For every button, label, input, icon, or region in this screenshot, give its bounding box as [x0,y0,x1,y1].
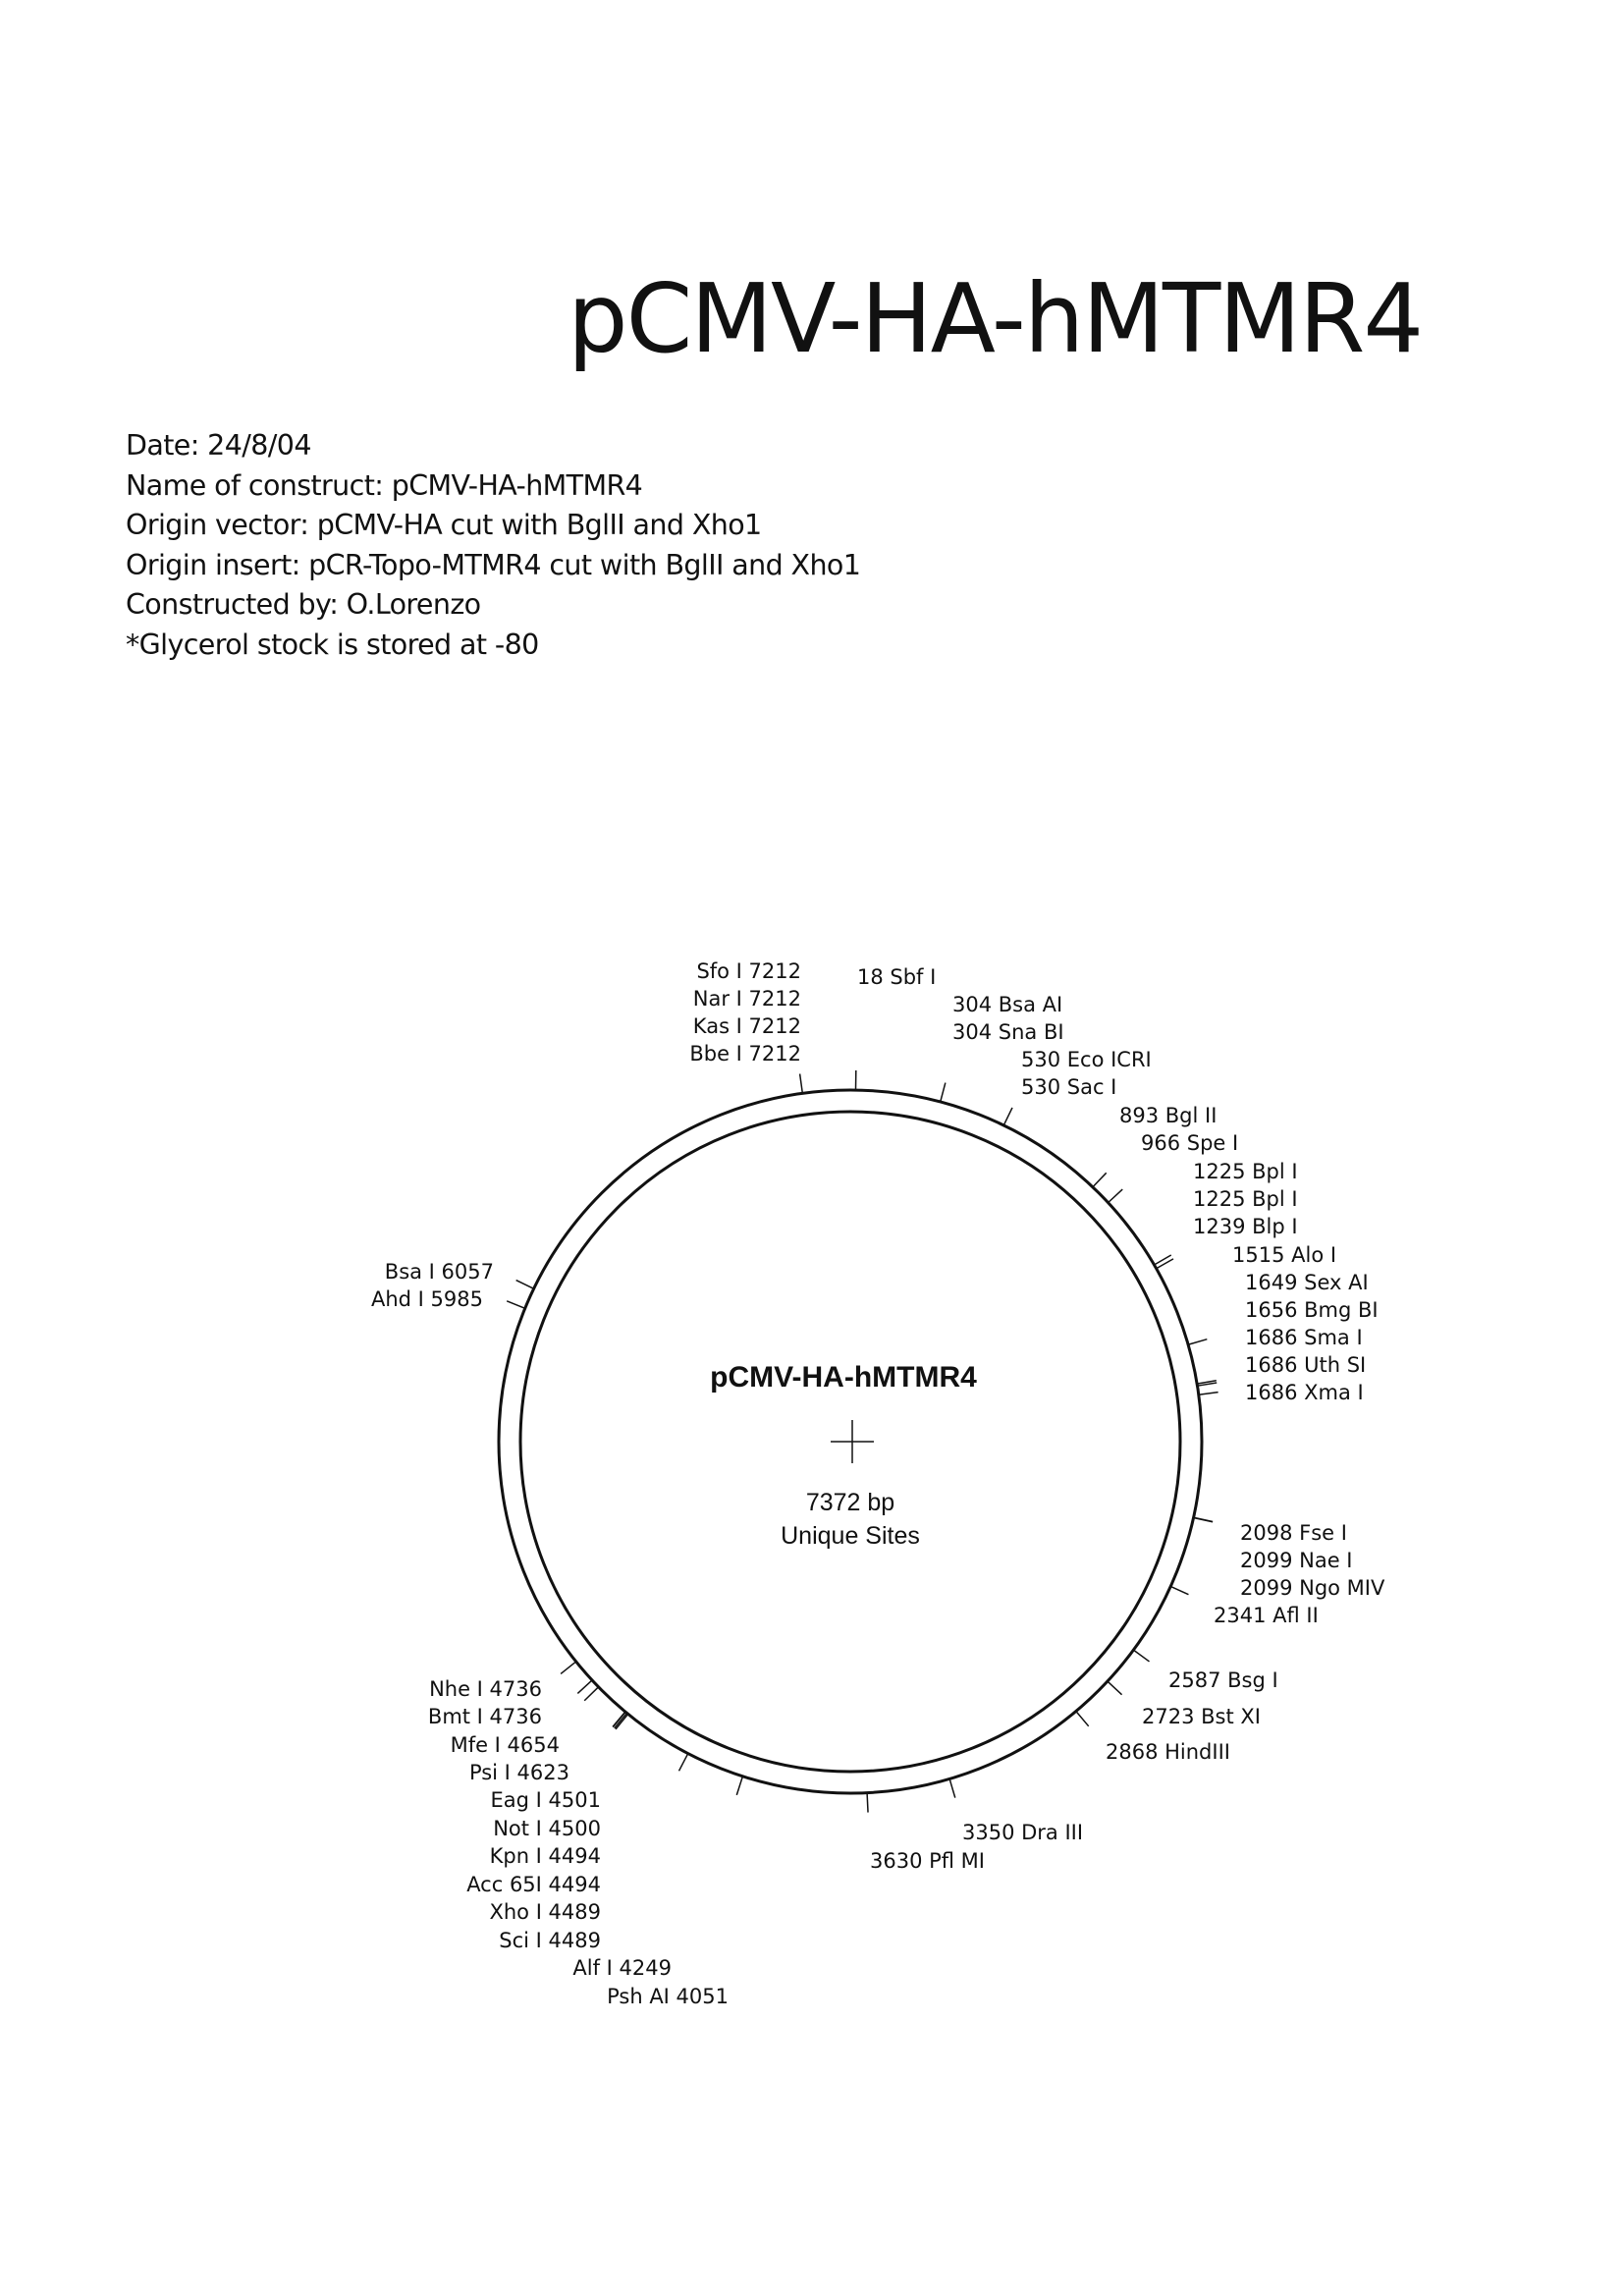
site-label: 2868 HindIII [1106,1740,1230,1764]
site-tick [678,1754,687,1772]
site-tick [1194,1517,1214,1521]
site-label: 1686 Sma I [1245,1326,1363,1349]
site-tick [1188,1339,1207,1345]
site-label: Ahd I 5985 [371,1287,483,1311]
site-label: 2341 Afl II [1214,1604,1319,1627]
site-label: 2099 Ngo MIV [1240,1576,1385,1600]
site-label: 2587 Bsg I [1168,1668,1278,1692]
site-label: Sci I 4489 [499,1929,601,1952]
site-label: Kas I 7212 [692,1014,801,1038]
site-label: Psh AI 4051 [607,1985,729,2008]
site-label: Psi I 4623 [468,1761,569,1784]
origin-insert-line: Origin insert: pCR-Topo-MTMR4 cut with BglII and Xho1 [126,548,861,581]
site-tick [561,1662,576,1674]
site-label: Acc 65I 4494 [466,1873,601,1896]
site-tick [615,1713,627,1727]
site-tick [1109,1189,1123,1203]
site-label: 2098 Fse I [1240,1521,1347,1545]
site-tick [516,1281,534,1289]
site-tick [1076,1711,1089,1725]
site-label: 18 Sbf I [857,965,937,989]
site-tick [577,1680,592,1694]
site-label: 1686 Uth SI [1245,1353,1367,1377]
site-label: 1515 Alo I [1232,1243,1337,1267]
map-center [710,1361,977,1550]
site-label: 530 Sac I [1021,1075,1117,1099]
site-tick [1157,1259,1173,1269]
site-tick [1003,1108,1012,1125]
site-label: 1649 Sex AI [1245,1271,1369,1294]
site-label: Bbe I 7212 [689,1042,801,1066]
site-tick [1199,1393,1218,1395]
site-tick [736,1777,742,1795]
map-sites-caption: Unique Sites [781,1522,920,1550]
site-label: Eag I 4501 [490,1788,601,1812]
construct-name-line: Name of construct: pCMV-HA-hMTMR4 [126,468,643,502]
site-label: 1239 Blp I [1193,1215,1298,1238]
site-tick [1133,1650,1149,1662]
site-label: 3630 Pfl MI [870,1849,985,1873]
glycerol-stock-line: *Glycerol stock is stored at -80 [126,628,539,661]
site-label: 2099 Nae I [1240,1549,1353,1572]
date-line: Date: 24/8/04 [126,429,311,462]
site-label: 966 Spe I [1141,1131,1239,1155]
site-tick [507,1301,525,1309]
site-label: 3350 Dra III [962,1821,1084,1844]
constructed-by-line: Constructed by: O.Lorenzo [126,588,481,621]
site-tick [800,1074,803,1094]
map-name: pCMV-HA-hMTMR4 [710,1361,977,1394]
map-size: 7372 bp [805,1489,895,1516]
site-label: Kpn I 4494 [489,1844,601,1868]
site-label: 1656 Bmg BI [1245,1298,1379,1322]
site-tick [1108,1681,1122,1695]
site-label: 1225 Bpl I [1193,1187,1298,1211]
site-label: 530 Eco ICRI [1021,1048,1152,1071]
site-tick [584,1687,598,1701]
site-tick [949,1778,955,1797]
site-tick [1154,1255,1170,1265]
site-label: 304 Bsa AI [952,993,1063,1016]
origin-vector-line: Origin vector: pCMV-HA cut with BglII and Xho1 [126,509,762,541]
site-label: 893 Bgl II [1119,1104,1218,1127]
site-label: Alf I 4249 [572,1956,672,1980]
page-title: pCMV-HA-hMTMR4 [568,263,1423,374]
site-tick [1093,1173,1107,1186]
site-label: Xho I 4489 [489,1900,601,1924]
site-tick [867,1793,868,1813]
site-tick [941,1083,946,1102]
site-label: 304 Sna BI [952,1020,1064,1044]
site-label: 1225 Bpl I [1193,1160,1298,1183]
site-label: Nar I 7212 [692,987,801,1011]
site-label: Not I 4500 [493,1817,601,1840]
site-label: Bsa I 6057 [384,1260,494,1284]
site-tick [1170,1586,1188,1594]
site-label: 1686 Xma I [1245,1381,1364,1404]
site-label: Bmt I 4736 [427,1705,542,1728]
site-label: Nhe I 4736 [429,1677,542,1701]
site-label: Mfe I 4654 [450,1733,560,1757]
site-label: Sfo I 7212 [696,959,801,983]
site-label: 2723 Bst XI [1142,1705,1261,1728]
